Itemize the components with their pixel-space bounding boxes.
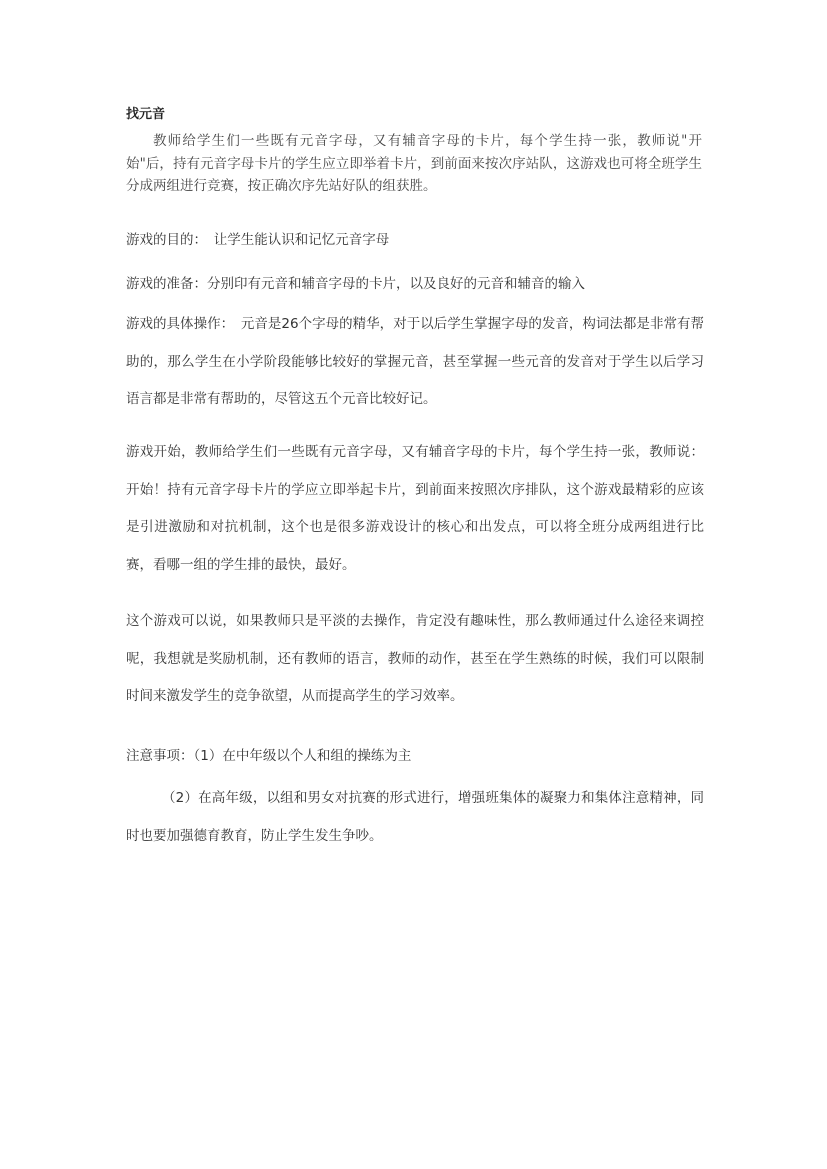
game-discussion: 这个游戏可以说，如果教师只是平淡的去操作，肯定没有趣味性，那么教师通过什么途径来调控呢，我想就是奖励机制，还有教师的语言，教师的动作，甚至在学生熟练的时候，我们可以限制时间来激发学生的竞争欲望，从而提高学生的学习效率。: [126, 613, 704, 704]
game-operations: 游戏的具体操作： 元音是26个字母的精华，对于以后学生掌握字母的发音，构词法都是非常有帮助的，那么学生在小学阶段能够比较好的掌握元音，甚至掌握一些元音的发音对于学生以后学习语言都是非常有帮助的，尽管这五个元音比较好记。: [126, 316, 704, 407]
game-preparation: 游戏的准备：分别印有元音和辅音字母的卡片，以及良好的元音和辅音的输入: [126, 276, 585, 292]
document-title: 找元音: [126, 107, 166, 122]
game-goal: 游戏的目的： 让学生能认识和记忆元音字母: [126, 232, 390, 248]
note-item-2: （2）在高年级，以组和男女对抗赛的形式进行，增强班集体的凝聚力和集体注意精神，同时也要加强德育教育，防止学生发生争吵。: [126, 790, 704, 844]
game-start: 游戏开始，教师给学生们一些既有元音字母，又有辅音字母的卡片，每个学生持一张，教师说：开始！持有元音字母卡片的学应立即举起卡片，到前面来按照次序排队，这个游戏最精彩的应该是引进激励和对抗机制，这个也是很多游戏设计的核心和出发点，可以将全班分成两组进行比赛，看哪一组的学生排的最快，最好。: [126, 444, 704, 573]
intro-paragraph: 教师给学生们一些既有元音字母，又有辅音字母的卡片，每个学生持一张，教师说"开始"后，持有元音字母卡片的学生应立即举着卡片，到前面来按次序站队，这游戏也可将全班学生分成两组进行竞赛，按正确次序先站好队的组获胜。: [126, 133, 702, 194]
notes-heading: 注意事项：（1）在中年级以个人和组的操练为主: [126, 748, 412, 764]
